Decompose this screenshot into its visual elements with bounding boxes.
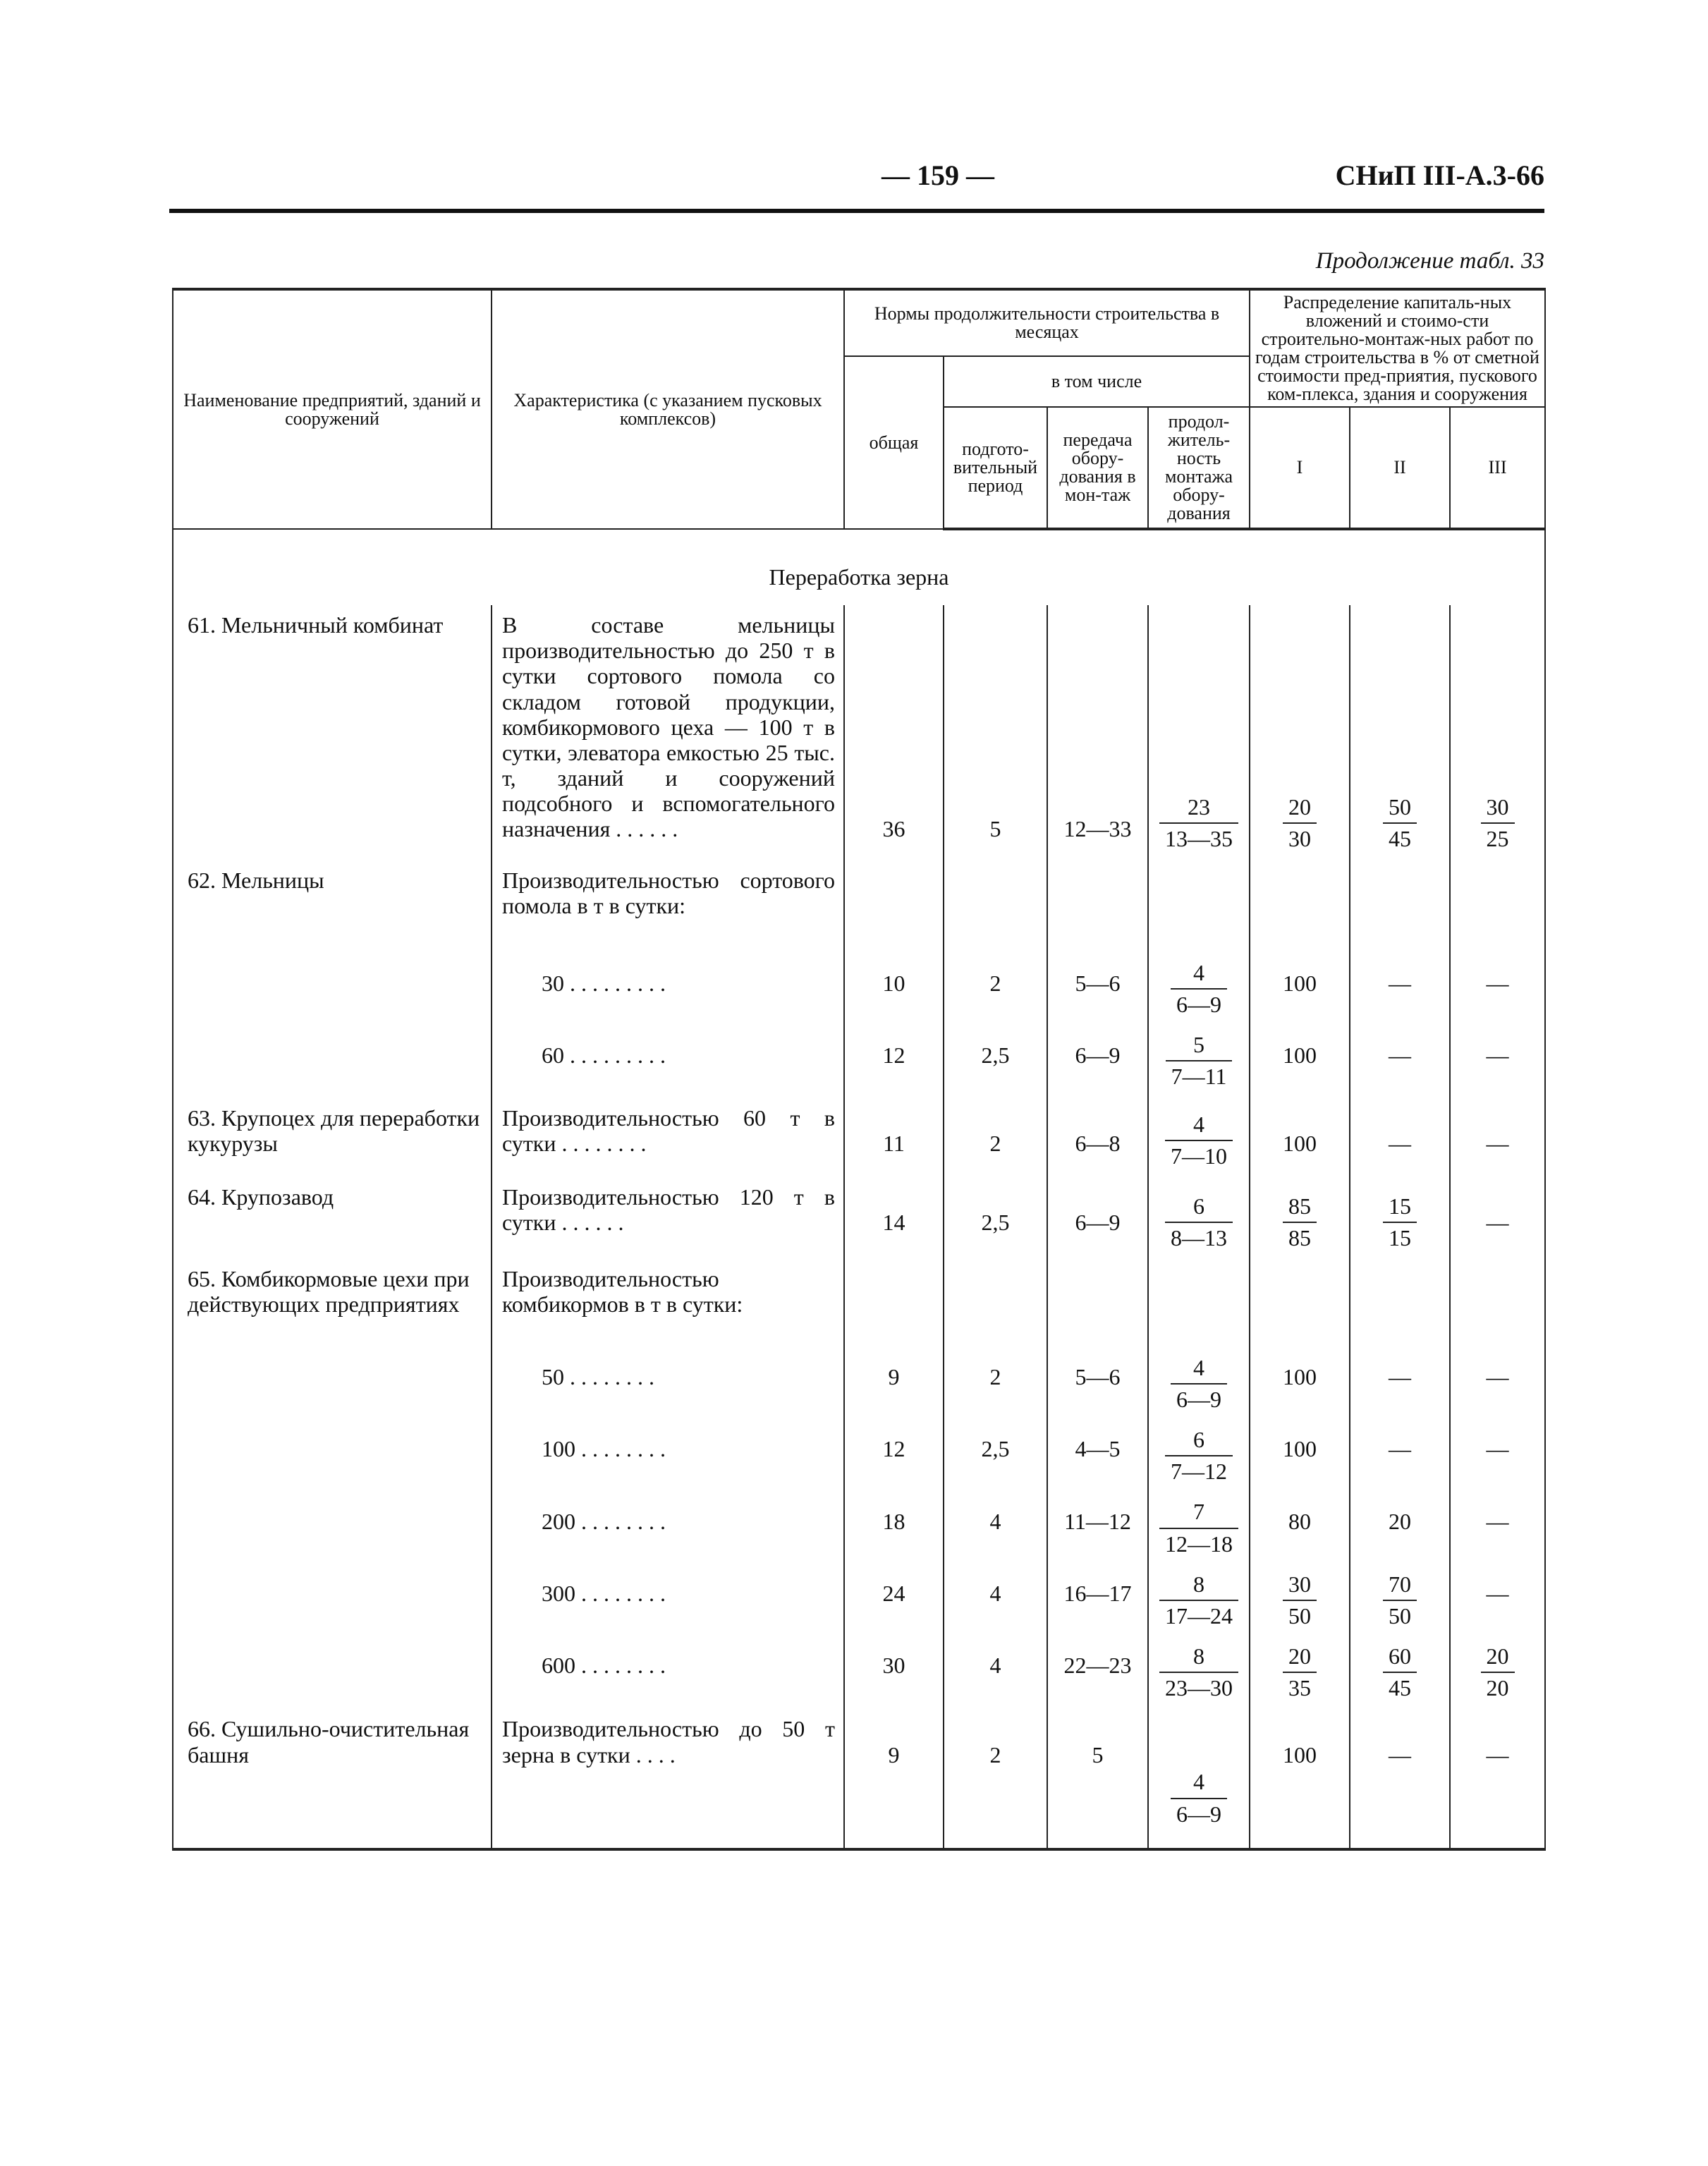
year-1-share: 100 <box>1250 1709 1350 1835</box>
prep-period: 2,5 <box>944 1420 1047 1492</box>
table-row <box>173 1177 1545 1259</box>
total-months-empty <box>844 860 944 954</box>
prep-period: 4 <box>944 1637 1047 1709</box>
table-row <box>173 1420 1545 1492</box>
installation-duration-fraction-numerator: 6 <box>1165 1194 1233 1223</box>
installation-duration-fraction-denominator: 8—13 <box>1171 1225 1227 1251</box>
installation-duration-fraction-denominator: 6—9 <box>1176 1801 1221 1827</box>
total-months-empty <box>844 1259 944 1348</box>
year-2-share: — <box>1350 954 1450 1026</box>
spacer-cell <box>944 1835 1047 1849</box>
table-row <box>173 1492 1545 1564</box>
year-2-share: — <box>1350 1709 1450 1835</box>
installation-duration-fraction-numerator: 4 <box>1171 1356 1227 1385</box>
prep-period: 2,5 <box>944 1026 1047 1097</box>
installation-duration-fraction <box>1159 1644 1238 1700</box>
year-1-share <box>1250 605 1350 860</box>
document-code: СНиП III-А.3-66 <box>1335 159 1544 191</box>
installation-duration-fraction <box>1166 1033 1233 1089</box>
row-name-empty <box>173 1026 492 1097</box>
year-1-share-empty <box>1250 1259 1350 1348</box>
equipment-transfer: 5—6 <box>1047 954 1148 1026</box>
year-2-share: — <box>1350 1026 1450 1097</box>
installation-duration-fraction-denominator: 23—30 <box>1165 1675 1233 1701</box>
year-1-share: 80 <box>1250 1492 1350 1564</box>
equipment-transfer: 5 <box>1047 1709 1148 1835</box>
table-row <box>173 954 1545 1026</box>
page-header <box>169 159 1544 208</box>
installation-duration <box>1148 954 1250 1026</box>
year-3-share-fraction-numerator: 20 <box>1481 1644 1515 1673</box>
row-name-empty <box>173 1565 492 1637</box>
total-months: 14 <box>844 1177 944 1259</box>
header-year-1: I <box>1250 407 1350 529</box>
prep-period-empty <box>944 1259 1047 1348</box>
installation-duration-fraction <box>1159 1499 1238 1556</box>
installation-duration-fraction-denominator: 6—9 <box>1176 1386 1221 1412</box>
year-1-share-empty <box>1250 860 1350 954</box>
equipment-transfer: 6—9 <box>1047 1177 1148 1259</box>
row-characteristic: 60 . . . . . . . . . <box>492 1026 844 1097</box>
total-months: 30 <box>844 1637 944 1709</box>
header-prep-period: подгото-вительный период <box>944 407 1047 529</box>
table-row <box>173 1637 1545 1709</box>
installation-duration-fraction-numerator: 6 <box>1165 1428 1233 1456</box>
installation-duration-fraction-denominator: 17—24 <box>1165 1602 1233 1629</box>
year-1-share <box>1250 1565 1350 1637</box>
table-row <box>173 1259 1545 1348</box>
total-months: 12 <box>844 1026 944 1097</box>
total-months: 9 <box>844 1709 944 1835</box>
installation-duration-fraction-numerator: 8 <box>1159 1572 1238 1601</box>
installation-duration-fraction-numerator: 23 <box>1159 795 1238 824</box>
row-name: 65. Комбикормовые цехи при действующих предприятиях <box>173 1259 492 1348</box>
installation-duration <box>1148 1349 1250 1420</box>
row-name-empty <box>173 1637 492 1709</box>
equipment-transfer: 22—23 <box>1047 1637 1148 1709</box>
row-characteristic: В составе мельницы производительностью до 250 т в сутки сортового помола со складом готовой продукции, комбикормового цеха — 100 т в сутки, элеватора емкостью 25 тыс. т, зданий и сооружений подсобного и вспомогательного назначения . . . . . . <box>492 605 844 860</box>
year-2-share-fraction <box>1383 1572 1417 1629</box>
total-months: 24 <box>844 1565 944 1637</box>
year-3-share: — <box>1450 1709 1545 1835</box>
year-1-share-fraction <box>1283 1644 1317 1700</box>
year-1-share-fraction-numerator: 85 <box>1283 1194 1317 1223</box>
row-name: 63. Крупоцех для переработки кукурузы <box>173 1098 492 1177</box>
year-2-share-fraction <box>1383 1194 1417 1251</box>
equipment-transfer: 6—9 <box>1047 1026 1148 1097</box>
year-3-share: — <box>1450 954 1545 1026</box>
installation-duration-fraction-denominator: 13—35 <box>1165 826 1233 852</box>
section-row <box>173 529 1545 605</box>
spacer-cell <box>844 1835 944 1849</box>
year-2-share-fraction-denominator: 50 <box>1389 1602 1411 1629</box>
year-2-share <box>1350 1177 1450 1259</box>
spacer-cell <box>1350 1835 1450 1849</box>
installation-duration-fraction <box>1165 1112 1233 1169</box>
header-distribution-group: Распределение капиталь-ных вложений и стоимо-сти строительно-монтаж-ных работ по годам строительства в % от сметной стоимости пред-приятия, пускового ком-плекса, здания и сооружения <box>1250 289 1545 407</box>
installation-duration <box>1148 1565 1250 1637</box>
total-months: 9 <box>844 1349 944 1420</box>
installation-duration <box>1148 1709 1250 1835</box>
row-name-empty <box>173 1349 492 1420</box>
installation-duration <box>1148 1637 1250 1709</box>
installation-duration-fraction-numerator: 8 <box>1159 1644 1238 1673</box>
installation-duration-empty <box>1148 860 1250 954</box>
installation-duration <box>1148 1177 1250 1259</box>
year-2-share: — <box>1350 1420 1450 1492</box>
year-3-share: — <box>1450 1026 1545 1097</box>
year-3-share-empty <box>1450 860 1545 954</box>
equipment-transfer: 4—5 <box>1047 1420 1148 1492</box>
year-1-share: 100 <box>1250 954 1350 1026</box>
year-2-share: 20 <box>1350 1492 1450 1564</box>
header-norms-group: Нормы продолжительности строительства в месяцах <box>844 289 1250 356</box>
prep-period: 2 <box>944 954 1047 1026</box>
year-3-share-fraction-denominator: 20 <box>1486 1675 1509 1701</box>
year-3-share-empty <box>1450 1259 1545 1348</box>
installation-duration-fraction-denominator: 7—10 <box>1171 1143 1227 1169</box>
row-characteristic: 50 . . . . . . . . <box>492 1349 844 1420</box>
year-1-share: 100 <box>1250 1420 1350 1492</box>
year-1-share: 100 <box>1250 1098 1350 1177</box>
spacer-cell <box>1450 1835 1545 1849</box>
section-title: Переработка зерна <box>173 529 1545 605</box>
equipment-transfer-empty <box>1047 1259 1148 1348</box>
year-3-share-fraction <box>1481 795 1515 851</box>
year-3-share: — <box>1450 1565 1545 1637</box>
year-1-share-fraction-denominator: 50 <box>1288 1602 1311 1629</box>
prep-period: 4 <box>944 1492 1047 1564</box>
header-equipment-transfer: передача обору-дования в мон-таж <box>1047 407 1148 529</box>
year-1-share-fraction-numerator: 20 <box>1283 1644 1317 1673</box>
year-2-share-empty <box>1350 1259 1450 1348</box>
prep-period: 2 <box>944 1098 1047 1177</box>
table-bottom-spacer <box>173 1835 1545 1849</box>
row-name-empty <box>173 954 492 1026</box>
year-1-share-fraction-denominator: 35 <box>1288 1675 1311 1701</box>
header-name: Наименование предприятий, зданий и сооружений <box>173 289 492 529</box>
year-2-share <box>1350 605 1450 860</box>
row-characteristic: 200 . . . . . . . . <box>492 1492 844 1564</box>
year-2-share-fraction-denominator: 45 <box>1389 826 1411 852</box>
spacer-cell <box>1250 1835 1350 1849</box>
spacer-cell <box>173 1835 492 1849</box>
year-2-share-fraction-denominator: 15 <box>1389 1225 1411 1251</box>
table-row <box>173 1098 1545 1177</box>
total-months: 12 <box>844 1420 944 1492</box>
header-rule <box>169 209 1544 213</box>
equipment-transfer: 11—12 <box>1047 1492 1148 1564</box>
row-characteristic: Производительностью комбикормов в т в сутки: <box>492 1259 844 1348</box>
header-characteristic: Характеристика (с указанием пусковых комплексов) <box>492 289 844 529</box>
row-characteristic: 300 . . . . . . . . <box>492 1565 844 1637</box>
construction-norms-table <box>172 288 1546 1851</box>
row-name: 66. Сушильно-очистительная башня <box>173 1709 492 1835</box>
row-name: 61. Мельничный комбинат <box>173 605 492 860</box>
year-1-share-fraction-denominator: 30 <box>1288 826 1311 852</box>
equipment-transfer-empty <box>1047 860 1148 954</box>
prep-period: 2 <box>944 1349 1047 1420</box>
header-installation-duration: продол-житель-ность монтажа обору-дования <box>1148 407 1250 529</box>
equipment-transfer: 12—33 <box>1047 605 1148 860</box>
year-3-share <box>1450 1637 1545 1709</box>
installation-duration <box>1148 1026 1250 1097</box>
year-1-share: 100 <box>1250 1026 1350 1097</box>
installation-duration-fraction <box>1171 1770 1227 1826</box>
installation-duration-fraction-denominator: 12—18 <box>1165 1531 1233 1557</box>
year-2-share-fraction-numerator: 60 <box>1383 1644 1417 1673</box>
table-header <box>173 289 1545 529</box>
year-3-share-fraction-denominator: 25 <box>1486 826 1509 852</box>
row-characteristic: 30 . . . . . . . . . <box>492 954 844 1026</box>
year-1-share-fraction-denominator: 85 <box>1288 1225 1311 1251</box>
year-2-share-fraction-denominator: 45 <box>1389 1675 1411 1701</box>
year-2-share <box>1350 1565 1450 1637</box>
prep-period: 5 <box>944 605 1047 860</box>
year-1-share-fraction-numerator: 30 <box>1283 1572 1317 1601</box>
year-3-share <box>1450 605 1545 860</box>
installation-duration-fraction-numerator: 4 <box>1171 1770 1227 1799</box>
year-2-share-fraction-numerator: 15 <box>1383 1194 1417 1223</box>
installation-duration-fraction <box>1165 1428 1233 1484</box>
installation-duration-fraction <box>1159 1572 1238 1629</box>
row-characteristic: 600 . . . . . . . . <box>492 1637 844 1709</box>
header-total: общая <box>844 356 944 529</box>
year-1-share-fraction-numerator: 20 <box>1283 795 1317 824</box>
installation-duration <box>1148 1098 1250 1177</box>
year-3-share-fraction-numerator: 30 <box>1481 795 1515 824</box>
total-months: 11 <box>844 1098 944 1177</box>
row-characteristic: 100 . . . . . . . . <box>492 1420 844 1492</box>
year-2-share-fraction-numerator: 50 <box>1383 795 1417 824</box>
installation-duration-fraction <box>1171 1356 1227 1412</box>
row-characteristic: Производительностью 120 т в сутки . . . . . . <box>492 1177 844 1259</box>
prep-period: 2 <box>944 1709 1047 1835</box>
table-row <box>173 860 1545 954</box>
year-2-share-fraction <box>1383 795 1417 851</box>
year-3-share: — <box>1450 1492 1545 1564</box>
prep-period-empty <box>944 860 1047 954</box>
row-characteristic: Производительностью до 50 т зерна в сутки . . . . <box>492 1709 844 1835</box>
table-row <box>173 1349 1545 1420</box>
table-continuation-label: Продолжение табл. 33 <box>1315 248 1544 274</box>
row-name-empty <box>173 1492 492 1564</box>
installation-duration <box>1148 1420 1250 1492</box>
installation-duration-fraction-numerator: 4 <box>1165 1112 1233 1141</box>
spacer-cell <box>1047 1835 1148 1849</box>
prep-period: 2,5 <box>944 1177 1047 1259</box>
equipment-transfer: 6—8 <box>1047 1098 1148 1177</box>
year-3-share: — <box>1450 1177 1545 1259</box>
table-row <box>173 1565 1545 1637</box>
row-characteristic: Производительностью 60 т в сутки . . . . . . . . <box>492 1098 844 1177</box>
header-including: в том числе <box>944 356 1250 407</box>
year-3-share-fraction <box>1481 1644 1515 1700</box>
year-3-share: — <box>1450 1420 1545 1492</box>
installation-duration-fraction-numerator: 4 <box>1171 961 1227 990</box>
table-row <box>173 1026 1545 1097</box>
year-2-share-empty <box>1350 860 1450 954</box>
year-2-share-fraction <box>1383 1644 1417 1700</box>
table-row <box>173 605 1545 860</box>
row-name: 64. Крупозавод <box>173 1177 492 1259</box>
year-3-share: — <box>1450 1098 1545 1177</box>
equipment-transfer: 16—17 <box>1047 1565 1148 1637</box>
year-1-share: 100 <box>1250 1349 1350 1420</box>
installation-duration-empty <box>1148 1259 1250 1348</box>
installation-duration-fraction-denominator: 6—9 <box>1176 992 1221 1018</box>
page-number: — 159 — <box>882 159 994 191</box>
header-year-3: III <box>1450 407 1545 529</box>
installation-duration <box>1148 605 1250 860</box>
year-1-share <box>1250 1637 1350 1709</box>
installation-duration-fraction-numerator: 7 <box>1159 1499 1238 1528</box>
installation-duration-fraction-denominator: 7—11 <box>1171 1064 1227 1090</box>
total-months: 18 <box>844 1492 944 1564</box>
equipment-transfer: 5—6 <box>1047 1349 1148 1420</box>
installation-duration-fraction-denominator: 7—12 <box>1171 1459 1227 1485</box>
header-year-2: II <box>1350 407 1450 529</box>
prep-period: 4 <box>944 1565 1047 1637</box>
row-name-empty <box>173 1420 492 1492</box>
installation-duration-fraction <box>1165 1194 1233 1251</box>
total-months: 36 <box>844 605 944 860</box>
year-1-share-fraction <box>1283 795 1317 851</box>
year-2-share: — <box>1350 1098 1450 1177</box>
table-row <box>173 1709 1545 1835</box>
table-body <box>173 529 1545 1849</box>
spacer-cell <box>492 1835 844 1849</box>
installation-duration-fraction <box>1159 795 1238 851</box>
year-1-share-fraction <box>1283 1194 1317 1251</box>
installation-duration-fraction-numerator: 5 <box>1166 1033 1233 1061</box>
year-2-share <box>1350 1637 1450 1709</box>
installation-duration-fraction <box>1171 961 1227 1017</box>
spacer-cell <box>1148 1835 1250 1849</box>
total-months: 10 <box>844 954 944 1026</box>
year-1-share <box>1250 1177 1350 1259</box>
installation-duration <box>1148 1492 1250 1564</box>
row-characteristic: Производительностью сортового помола в т в сутки: <box>492 860 844 954</box>
year-3-share: — <box>1450 1349 1545 1420</box>
year-1-share-fraction <box>1283 1572 1317 1629</box>
row-name: 62. Мельницы <box>173 860 492 954</box>
year-2-share-fraction-numerator: 70 <box>1383 1572 1417 1601</box>
year-2-share: — <box>1350 1349 1450 1420</box>
